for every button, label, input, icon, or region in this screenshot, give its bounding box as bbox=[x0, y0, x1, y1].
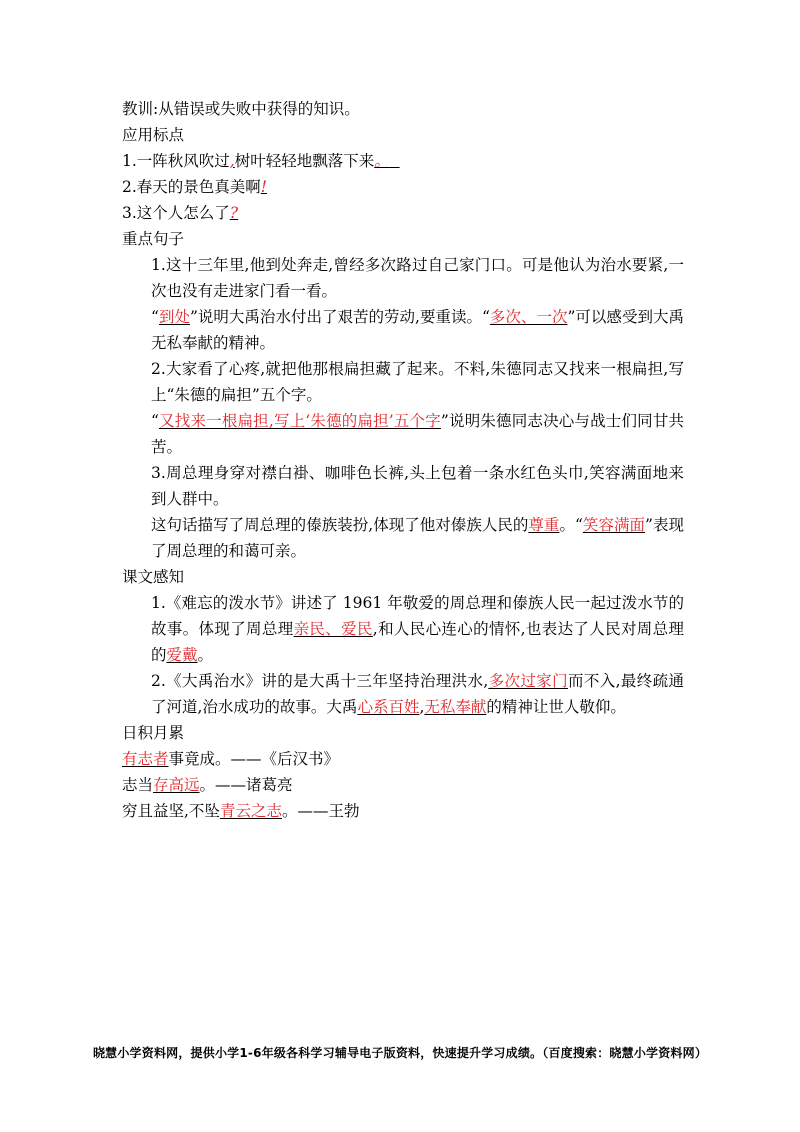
text: ”表现了周总理的和蔼可亲。 bbox=[151, 516, 684, 560]
punctuation-item-2 bbox=[122, 174, 684, 200]
text: 树叶轻轻地飘落下来 bbox=[234, 152, 375, 170]
answer-text: 有志者 bbox=[122, 750, 169, 768]
punctuation-item-3 bbox=[122, 200, 684, 226]
text: 3.这个人怎么了 bbox=[122, 204, 230, 222]
text: “ bbox=[151, 308, 159, 326]
section-heading-text-feel: 课文感知 bbox=[122, 568, 185, 586]
text: 1.《难忘的泼水节》讲述了 1961 年敬爱的周总理和傣族人民一起过泼水节的故事。体现了周总理 bbox=[151, 594, 684, 638]
definition-line: 教训:从错误或失败中获得的知识。 bbox=[122, 100, 360, 118]
text: 而不入,最终疏通了河道,治水成功的故事。大禹 bbox=[151, 672, 684, 716]
page-footer: 晓慧小学资料网，提供小学1-6年级各科学习辅导电子版资料，快速提升学习成绩。（百度搜索：晓慧小学资料网） bbox=[92, 1046, 708, 1060]
text: 2.《大禹治水》讲的是大禹十三年坚持治理洪水, bbox=[151, 672, 489, 690]
key-sentence-1-analysis bbox=[122, 304, 684, 356]
text: 的精神让世人敬仰。 bbox=[486, 698, 626, 716]
punctuation-item-1 bbox=[122, 148, 684, 174]
section-heading-punctuation: 应用标点 bbox=[122, 126, 185, 144]
text: 。——诸葛亮 bbox=[199, 776, 293, 794]
answer-text: 亲民、爱民 bbox=[293, 620, 373, 638]
text: 这句话描写了周总理的傣族装扮,体现了他对傣族人民的 bbox=[151, 516, 529, 534]
text-feel-item-2 bbox=[122, 668, 684, 720]
text: 。 bbox=[197, 646, 214, 664]
daily-item-1 bbox=[122, 746, 684, 772]
text: 穷且益坚,不坠 bbox=[122, 802, 220, 820]
key-sentence-2-analysis bbox=[122, 408, 684, 460]
text: 。——王勃 bbox=[281, 802, 360, 820]
text: 。“ bbox=[559, 516, 583, 534]
answer-text: 多次、一次 bbox=[489, 308, 568, 326]
text: ”可以感受到大禹无私奉献的精神。 bbox=[151, 308, 684, 352]
answer-text: 心系百姓 bbox=[357, 698, 420, 716]
answer-text: 笑容满面 bbox=[582, 516, 646, 534]
text-feel-item-1 bbox=[122, 590, 684, 668]
answer-text: 又找来一根扁担,写上‘朱德的扁担’五个字 bbox=[158, 412, 441, 430]
text: ”说明朱德同志决心与战士们同甘共苦。 bbox=[151, 412, 684, 456]
answer-question: ? bbox=[229, 204, 239, 222]
text: 志当 bbox=[122, 776, 154, 794]
answer-exclamation: ! bbox=[260, 178, 268, 196]
text: 2.春天的景色真美啊 bbox=[122, 178, 261, 196]
text: ,和人民心连心的情怀,也表达了人民对周总理的 bbox=[151, 620, 684, 664]
answer-text: 无私奉献 bbox=[424, 698, 487, 716]
text: 事竟成。——《后汉书》 bbox=[168, 750, 340, 768]
answer-text: 多次过家门 bbox=[488, 672, 569, 690]
document-body bbox=[122, 96, 684, 824]
daily-item-3 bbox=[122, 798, 684, 824]
text: “ bbox=[151, 412, 159, 430]
key-sentence-3-analysis bbox=[122, 512, 684, 564]
text: ”说明大禹治水付出了艰苦的劳动,要重读。“ bbox=[189, 308, 490, 326]
section-heading-daily: 日积月累 bbox=[122, 724, 185, 742]
answer-text: 存高远 bbox=[153, 776, 200, 794]
answer-text: 爱戴 bbox=[166, 646, 198, 664]
answer-text: 尊重 bbox=[528, 516, 560, 534]
answer-comma: , bbox=[229, 152, 235, 170]
answer-text: 到处 bbox=[158, 308, 190, 326]
answer-blank bbox=[390, 152, 400, 170]
key-sentence-1: 1.这十三年里,他到处奔走,曾经多次路过自己家门口。可是他认为治水要紧,一次也没有走进家门看一看。 bbox=[151, 256, 684, 300]
section-heading-key-sentences: 重点句子 bbox=[122, 230, 185, 248]
text: , bbox=[419, 698, 425, 716]
key-sentence-2: 2.大家看了心疼,就把他那根扁担藏了起来。不料,朱德同志又找来一根扁担,写上“朱德的扁担”五个字。 bbox=[151, 360, 684, 404]
daily-item-2 bbox=[122, 772, 684, 798]
answer-text: 青云之志 bbox=[219, 802, 282, 820]
text: 1.一阵秋风吹过 bbox=[122, 152, 230, 170]
answer-period: 。 bbox=[374, 152, 390, 170]
key-sentence-3: 3.周总理身穿对襟白褂、咖啡色长裤,头上包着一条水红色头巾,笑容满面地来到人群中。 bbox=[151, 464, 684, 508]
